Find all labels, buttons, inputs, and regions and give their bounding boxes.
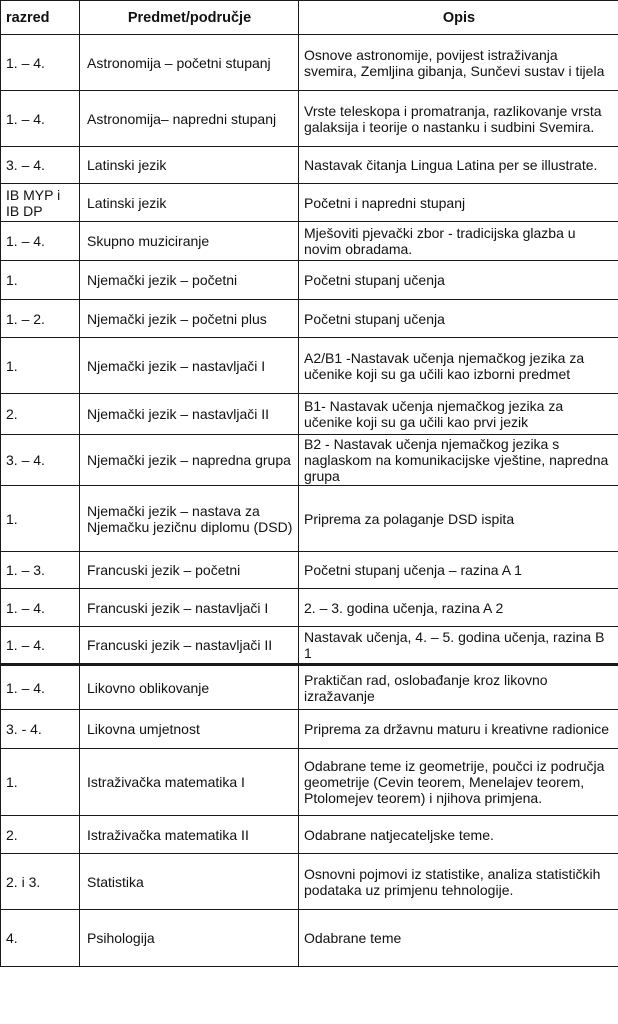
cell-predmet: Likovno oblikovanje <box>80 665 299 710</box>
cell-razred: 2. <box>1 816 80 854</box>
cell-opis: Početni stupanj učenja <box>299 300 618 338</box>
cell-opis: Odabrane natjecateljske teme. <box>299 816 618 854</box>
cell-razred: 1. – 3. <box>1 552 80 589</box>
table-row <box>1 710 618 749</box>
table-row <box>1 552 618 589</box>
cell-opis: B2 - Nastavak učenja njemačkog jezika s naglaskom na komunikacijske vještine, napredna grupa <box>299 435 618 486</box>
cell-opis: Nastavak učenja, 4. – 5. godina učenja, razina B 1 <box>299 627 618 665</box>
table-row <box>1 184 618 222</box>
header-predmet: Predmet/područje <box>80 1 299 35</box>
table-row <box>1 222 618 261</box>
cell-opis: Početni stupanj učenja – razina A 1 <box>299 552 618 589</box>
cell-predmet: Psihologija <box>80 910 299 967</box>
cell-razred: IB MYP i IB DP <box>1 184 80 222</box>
cell-predmet: Latinski jezik <box>80 147 299 184</box>
cell-razred: 1. <box>1 486 80 552</box>
cell-predmet: Statistika <box>80 854 299 910</box>
cell-opis: Vrste teleskopa i promatranja, razlikovanje vrsta galaksija i teorije o nastanku i sudbini Svemira. <box>299 91 618 147</box>
cell-opis: Odabrane teme iz geometrije, poučci iz područja geometrije (Cevin teorem, Menelajev teorem, Ptolomejev teorem) i njihova primjena. <box>299 749 618 816</box>
cell-predmet: Francuski jezik – nastavljači I <box>80 589 299 627</box>
table-row <box>1 300 618 338</box>
cell-predmet: Njemački jezik – nastavljači II <box>80 394 299 435</box>
table-row <box>1 261 618 300</box>
table-body <box>1 35 618 967</box>
table-row <box>1 338 618 394</box>
cell-predmet: Francuski jezik – početni <box>80 552 299 589</box>
cell-predmet: Latinski jezik <box>80 184 299 222</box>
cell-razred: 1. <box>1 749 80 816</box>
cell-predmet: Njemački jezik – početni <box>80 261 299 300</box>
cell-predmet: Francuski jezik – nastavljači II <box>80 627 299 665</box>
cell-opis: Početni stupanj učenja <box>299 261 618 300</box>
cell-opis: Priprema za državnu maturu i kreativne radionice <box>299 710 618 749</box>
cell-razred: 1. – 4. <box>1 35 80 91</box>
cell-predmet: Njemački jezik – nastava za Njemačku jezičnu diplomu (DSD) <box>80 486 299 552</box>
cell-predmet: Likovna umjetnost <box>80 710 299 749</box>
table-row <box>1 627 618 665</box>
table-row <box>1 854 618 910</box>
table-row <box>1 910 618 967</box>
cell-predmet: Njemački jezik – početni plus <box>80 300 299 338</box>
table-header-row <box>1 1 618 35</box>
cell-opis: Priprema za polaganje DSD ispita <box>299 486 618 552</box>
cell-opis: Osnovni pojmovi iz statistike, analiza statističkih podataka uz primjenu tehnologije. <box>299 854 618 910</box>
cell-predmet: Njemački jezik – napredna grupa <box>80 435 299 486</box>
cell-razred: 1. – 4. <box>1 91 80 147</box>
table-row <box>1 35 618 91</box>
cell-razred: 1. – 4. <box>1 627 80 665</box>
cell-opis: Odabrane teme <box>299 910 618 967</box>
cell-razred: 1. <box>1 338 80 394</box>
table-row <box>1 147 618 184</box>
cell-predmet: Istraživačka matematika I <box>80 749 299 816</box>
table-row <box>1 435 618 486</box>
table-row <box>1 91 618 147</box>
table-row <box>1 665 618 710</box>
table-row <box>1 394 618 435</box>
cell-razred: 1. – 2. <box>1 300 80 338</box>
cell-razred: 4. <box>1 910 80 967</box>
cell-predmet: Astronomija – početni stupanj <box>80 35 299 91</box>
cell-razred: 1. <box>1 261 80 300</box>
header-opis: Opis <box>299 1 618 35</box>
cell-razred: 3. – 4. <box>1 435 80 486</box>
table-row <box>1 749 618 816</box>
cell-razred: 2. i 3. <box>1 854 80 910</box>
cell-opis: B1- Nastavak učenja njemačkog jezika za učenike koji su ga učili kao prvi jezik <box>299 394 618 435</box>
cell-predmet: Astronomija– napredni stupanj <box>80 91 299 147</box>
table-row <box>1 486 618 552</box>
cell-razred: 1. – 4. <box>1 665 80 710</box>
table-row <box>1 816 618 854</box>
cell-opis: Praktičan rad, oslobađanje kroz likovno izražavanje <box>299 665 618 710</box>
cell-razred: 3. – 4. <box>1 147 80 184</box>
header-razred: razred <box>1 1 80 35</box>
cell-predmet: Istraživačka matematika II <box>80 816 299 854</box>
cell-opis: Nastavak čitanja Lingua Latina per se illustrate. <box>299 147 618 184</box>
cell-razred: 3. - 4. <box>1 710 80 749</box>
cell-razred: 2. <box>1 394 80 435</box>
cell-opis: 2. – 3. godina učenja, razina A 2 <box>299 589 618 627</box>
cell-predmet: Skupno muziciranje <box>80 222 299 261</box>
cell-predmet: Njemački jezik – nastavljači I <box>80 338 299 394</box>
cell-opis: Početni i napredni stupanj <box>299 184 618 222</box>
cell-razred: 1. – 4. <box>1 589 80 627</box>
cell-opis: Osnove astronomije, povijest istraživanja svemira, Zemljina gibanja, Sunčevi sustav i tijela <box>299 35 618 91</box>
cell-opis: Mješoviti pjevački zbor - tradicijska glazba u novim obradama. <box>299 222 618 261</box>
cell-razred: 1. – 4. <box>1 222 80 261</box>
cell-opis: A2/B1 -Nastavak učenja njemačkog jezika za učenike koji su ga učili kao izborni predmet <box>299 338 618 394</box>
table-row <box>1 589 618 627</box>
